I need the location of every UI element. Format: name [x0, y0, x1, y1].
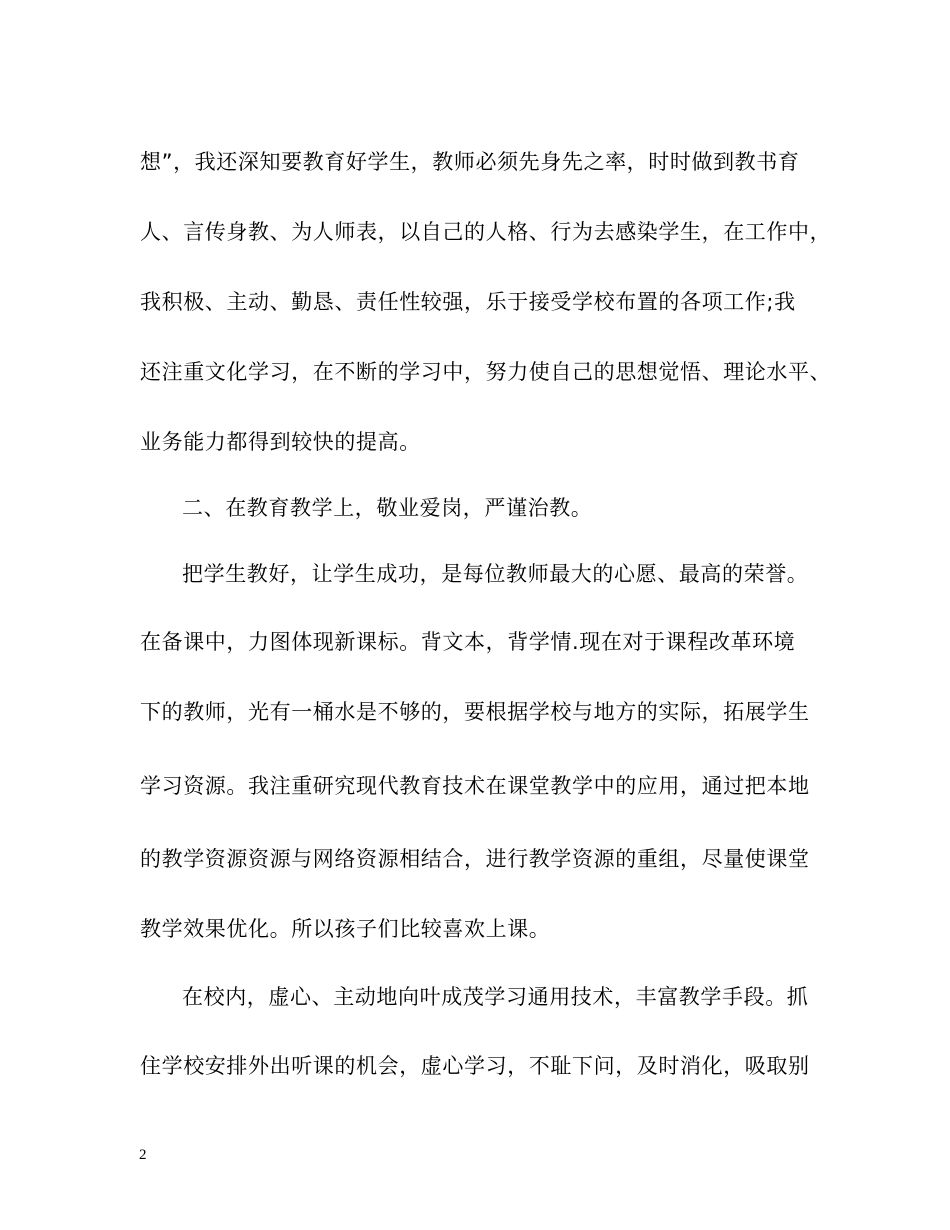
text-line: 把学生教好，让学生成功，是每位教师最大的心愿、最高的荣誉。 — [182, 562, 809, 586]
text-line: 教学效果优化。所以孩子们比较喜欢上课。 — [140, 917, 551, 941]
text-line: 学习资源。我注重研究现代教育技术在课堂教学中的应用，通过把本地 — [140, 774, 810, 798]
text-line: 在备课中，力图体现新课标。背文本，背学情.现在对于课程改革环境 — [140, 630, 796, 654]
text-line: 业务能力都得到较快的提高。 — [140, 430, 421, 454]
text-line: 还注重文化学习，在不断的学习中，努力使自己的思想觉悟、理论水平、 — [140, 360, 832, 384]
text-line: 我积极、主动、勤恳、责任性较强，乐于接受学校布置的各项工作;我 — [140, 290, 796, 314]
text-line: 住学校安排外出听课的机会，虚心学习，不耻下问，及时消化，吸取别 — [140, 1054, 810, 1078]
text-line: 在校内，虚心、主动地向叶成茂学习通用技术，丰富教学手段。抓 — [182, 985, 809, 1009]
section-heading: 二、在教育教学上，敬业爱岗，严谨治教。 — [182, 496, 593, 520]
text-line: 下的教师，光有一桶水是不够的，要根据学校与地方的实际，拓展学生 — [140, 700, 810, 724]
text-line: 的教学资源资源与网络资源相结合，进行教学资源的重组，尽量使课堂 — [140, 847, 810, 871]
text-line: 人、言传身教、为人师表，以自己的人格、行为去感染学生，在工作中， — [140, 220, 832, 244]
text-line: 想”，我还深知要教育好学生，教师必须先身先之率，时时做到教书育 — [140, 150, 800, 174]
page-number: 2 — [139, 1147, 147, 1163]
